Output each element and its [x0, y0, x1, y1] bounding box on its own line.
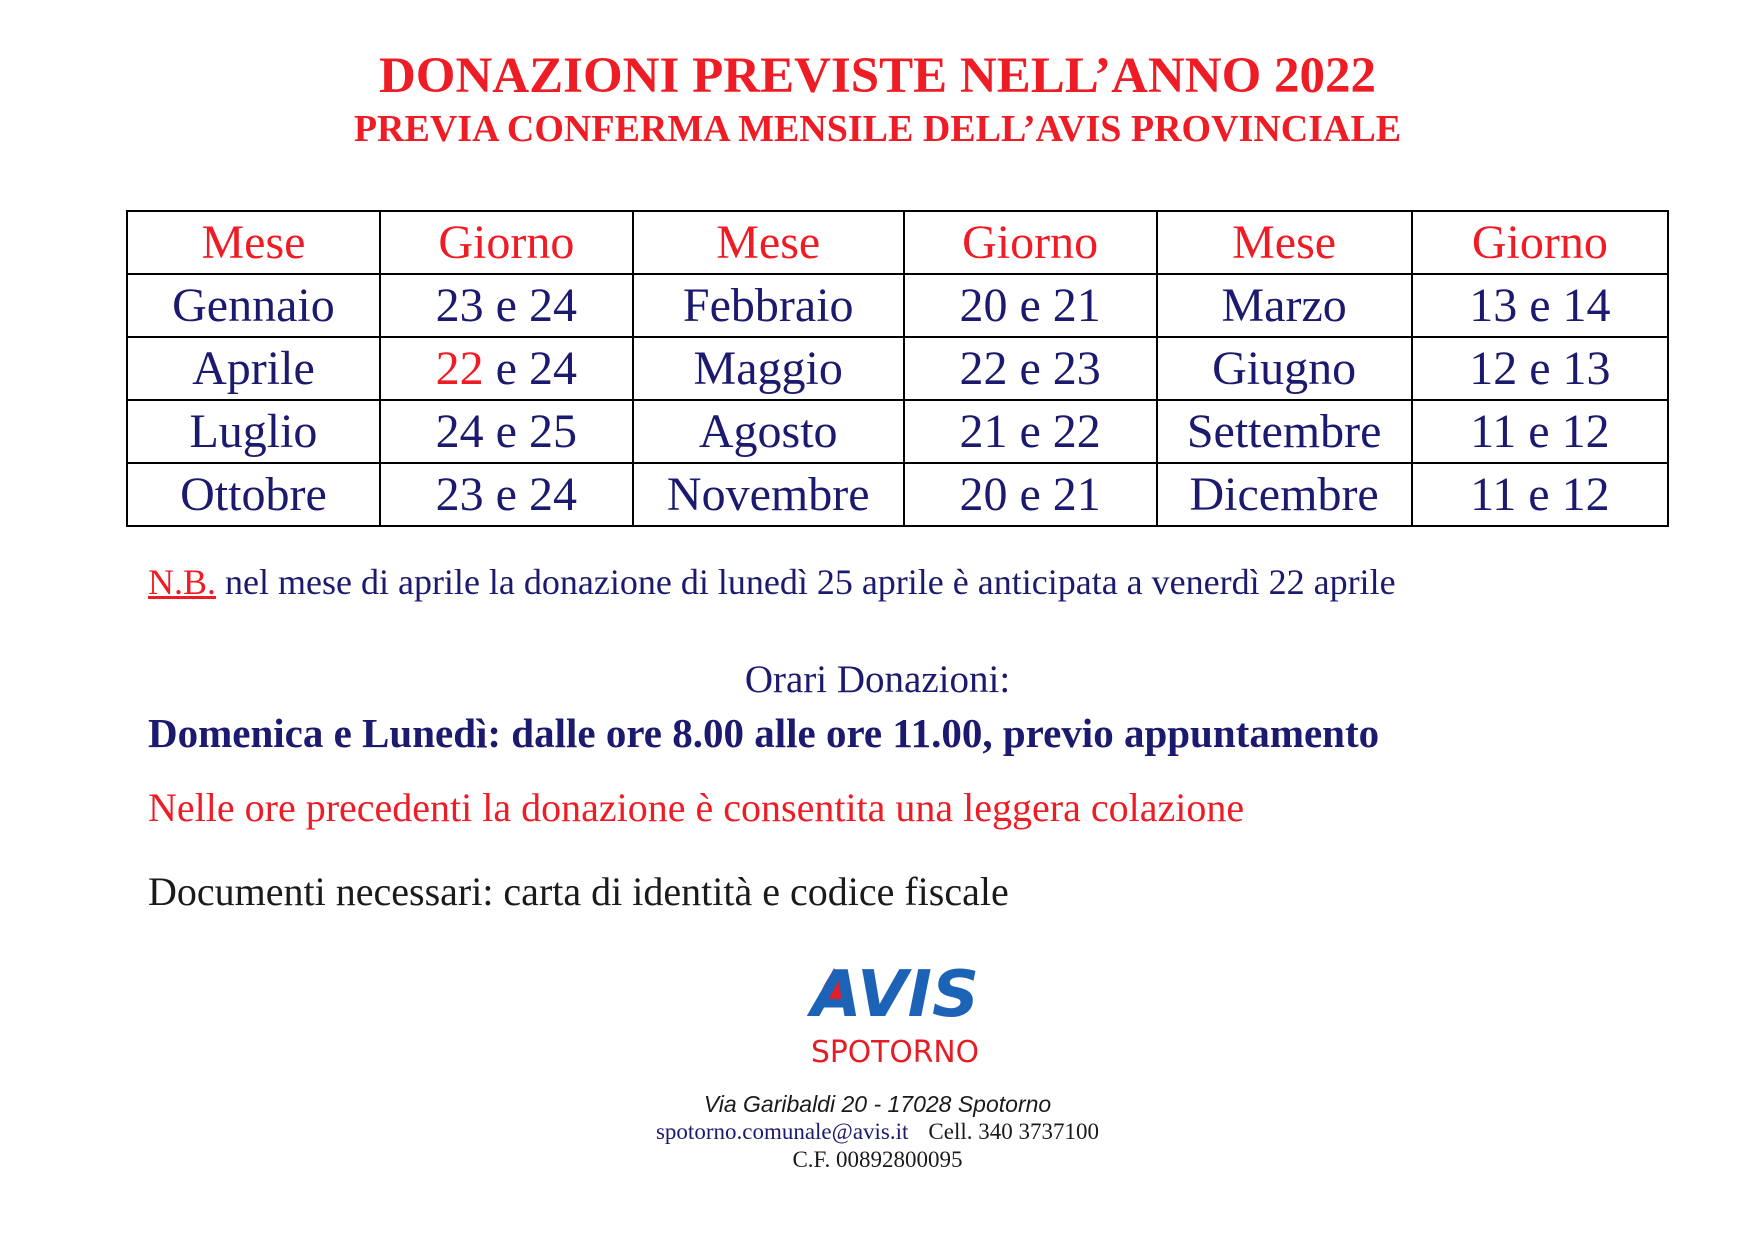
footer-contacts: [0, 1118, 1755, 1146]
table-cell: Gennaio: [127, 274, 380, 337]
table-cell: 24 e 25: [380, 400, 633, 463]
table-cell: Novembre: [633, 463, 904, 526]
table-cell: Febbraio: [633, 274, 904, 337]
header-day-3: Giorno: [1412, 211, 1668, 274]
table-cell: 11 e 12: [1412, 463, 1668, 526]
page-subtitle: PREVIA CONFERMA MENSILE DELL’AVIS PROVINCIALE: [353, 108, 1402, 150]
table-row: [127, 337, 1668, 400]
table-cell: Maggio: [633, 337, 904, 400]
footer-phone: Cell. 340 3737100: [928, 1119, 1099, 1144]
table-cell: 20 e 21: [904, 274, 1157, 337]
table-cell: Marzo: [1157, 274, 1412, 337]
page-title: DONAZIONI PREVISTE NELL’ANNO 2022: [378, 48, 1377, 104]
avis-logo: [800, 962, 990, 1072]
table-cell: Settembre: [1157, 400, 1412, 463]
header-day-1: Giorno: [380, 211, 633, 274]
footer-address: Via Garibaldi 20 - 17028 Spotorno: [703, 1091, 1052, 1117]
opening-hours-title: Orari Donazioni:: [744, 658, 1011, 701]
table-cell: Ottobre: [127, 463, 380, 526]
table-cell: 21 e 22: [904, 400, 1157, 463]
table-row: [127, 463, 1668, 526]
header-month-1: Mese: [127, 211, 380, 274]
header-month-2: Mese: [633, 211, 904, 274]
table-cell-aprile-days: [380, 337, 633, 400]
footer-email[interactable]: spotorno.comunale@avis.it: [655, 1119, 909, 1144]
footer-tax-code: C.F. 00892800095: [792, 1147, 963, 1172]
note-text: nel mese di aprile la donazione di lunedì 25 aprile è anticipata a venerdì 22 aprile: [216, 562, 1396, 602]
table-cell: Giugno: [1157, 337, 1412, 400]
avis-brand-text: AVIS: [805, 962, 979, 1032]
table-row: [127, 274, 1668, 337]
table-cell: Dicembre: [1157, 463, 1412, 526]
table-cell: 11 e 12: [1412, 400, 1668, 463]
table-cell: 22 e 23: [904, 337, 1157, 400]
donation-schedule-table: [126, 210, 1669, 527]
required-documents: Documenti necessari: carta di identità e codice fiscale: [148, 869, 1009, 914]
table-cell: 12 e 13: [1412, 337, 1668, 400]
table-cell: Luglio: [127, 400, 380, 463]
table-cell: Aprile: [127, 337, 380, 400]
opening-hours-days: Domenica e Lunedì: dalle ore 8.00 alle ore 11.00, previo appuntamento: [148, 710, 1380, 756]
header-day-2: Giorno: [904, 211, 1157, 274]
table-cell: Agosto: [633, 400, 904, 463]
table-header-row: [127, 211, 1668, 274]
table-cell: 13 e 14: [1412, 274, 1668, 337]
avis-logo-graphic: [800, 962, 990, 1072]
header-month-3: Mese: [1157, 211, 1412, 274]
table-cell: 23 e 24: [380, 463, 633, 526]
note-label: N.B.: [148, 562, 217, 602]
table-row: [127, 400, 1668, 463]
april-note: [148, 560, 1396, 604]
table-cell: 23 e 24: [380, 274, 633, 337]
aprile-rest-days: e 24: [483, 342, 577, 395]
table-cell: 20 e 21: [904, 463, 1157, 526]
breakfast-note: Nelle ore precedenti la donazione è consentita una leggera colazione: [148, 785, 1245, 830]
aprile-first-day: 22: [435, 342, 484, 395]
avis-town-text: SPOTORNO: [811, 1035, 979, 1070]
